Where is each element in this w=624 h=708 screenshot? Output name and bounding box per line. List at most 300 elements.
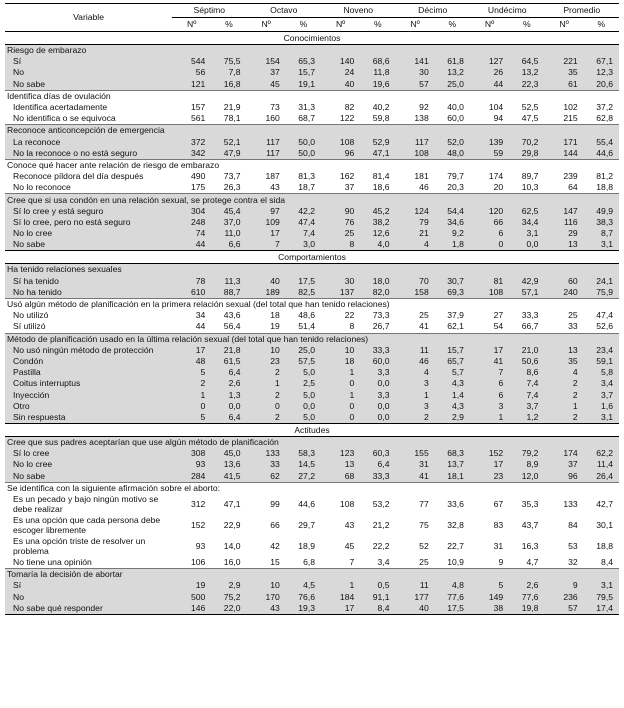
percent-cell: 6,6 bbox=[211, 239, 246, 251]
percent-cell: 37,2 bbox=[596, 102, 613, 113]
percent-cell: 51,4 bbox=[298, 321, 316, 332]
question-label: Identifica días de ovulación bbox=[5, 90, 619, 102]
question-label: Conoce qué hacer ante relación de riesgo de embarazo bbox=[5, 159, 619, 171]
count-subheader: Nº bbox=[172, 18, 211, 32]
question-label: Cree que sus padres aceptarían que use algún método de planificación bbox=[5, 437, 619, 449]
count-cell: 11 bbox=[395, 580, 434, 591]
section-row bbox=[5, 32, 619, 45]
count-cell: 23 bbox=[247, 356, 286, 367]
count-cell: 44 bbox=[470, 79, 509, 91]
count-cell: 1 bbox=[247, 378, 286, 389]
count-cell: 0 bbox=[321, 401, 360, 412]
percent-cell: 6,4 bbox=[211, 367, 246, 378]
count-cell: 181 bbox=[414, 171, 429, 182]
count-cell: 2 bbox=[544, 378, 583, 389]
percent-cell: 7,4 bbox=[286, 228, 321, 239]
percent-cell: 25,0 bbox=[435, 79, 470, 91]
count-cell: 174 bbox=[544, 448, 583, 459]
question-label: Ha tenido relaciones sexuales bbox=[5, 264, 619, 276]
percent-cell: 79,2 bbox=[509, 448, 544, 459]
count-cell: 1 bbox=[544, 401, 583, 412]
count-cell: 0 bbox=[321, 378, 360, 389]
count-cell: 96 bbox=[544, 471, 583, 483]
percent-cell: 47,4 bbox=[286, 217, 321, 228]
count-cell: 9 bbox=[544, 580, 583, 591]
count-cell: 84 bbox=[568, 520, 578, 531]
row-label: No sabe qué responder bbox=[5, 603, 172, 615]
count-cell: 221 bbox=[544, 56, 583, 67]
count-cell: 45 bbox=[247, 79, 286, 91]
count-cell: 2 bbox=[544, 389, 583, 400]
count-cell: 35 bbox=[544, 356, 583, 367]
count-cell: 308 bbox=[172, 448, 211, 459]
count-cell: 53 bbox=[568, 541, 578, 552]
percent-cell: 22,3 bbox=[509, 79, 544, 91]
percent-cell: 0,0 bbox=[211, 401, 246, 412]
percent-cell: 62,8 bbox=[596, 113, 613, 124]
count-cell: 372 bbox=[172, 137, 211, 148]
percent-cell: 22,7 bbox=[447, 541, 464, 552]
count-cell: 41 bbox=[470, 356, 509, 367]
count-cell: 75 bbox=[419, 520, 429, 531]
count-cell: 4 bbox=[544, 367, 583, 378]
percent-cell: 13,7 bbox=[435, 459, 470, 470]
count-cell: 41 bbox=[395, 471, 434, 483]
count-cell: 0 bbox=[470, 239, 509, 251]
count-cell: 140 bbox=[321, 56, 360, 67]
percent-cell: 17,4 bbox=[584, 603, 619, 615]
count-cell: 31 bbox=[493, 541, 504, 552]
variable-header: Variable bbox=[5, 4, 172, 32]
count-cell: 66 bbox=[470, 217, 509, 228]
percent-cell: 76,6 bbox=[286, 592, 321, 603]
percent-cell: 22,2 bbox=[372, 541, 390, 552]
count-cell: 144 bbox=[544, 148, 583, 160]
percent-cell: 59,8 bbox=[372, 113, 390, 124]
count-cell: 32 bbox=[568, 557, 578, 568]
question-label: Se identifica con la siguiente afirmación sobre el aborto: bbox=[5, 482, 619, 494]
percent-cell: 68,3 bbox=[435, 448, 470, 459]
count-cell: 94 bbox=[493, 113, 504, 124]
percent-cell: 12,0 bbox=[509, 471, 544, 483]
question-label: Tomaría la decisión de abortar bbox=[5, 569, 619, 581]
count-cell: 342 bbox=[172, 148, 211, 160]
row-label: Otro bbox=[5, 401, 172, 412]
table-row bbox=[5, 471, 619, 483]
count-cell: 240 bbox=[544, 287, 583, 299]
count-cell: 6 bbox=[470, 378, 509, 389]
row-label: Sí lo cree bbox=[5, 448, 172, 459]
table-row bbox=[5, 310, 619, 321]
count-cell: 10 bbox=[321, 345, 360, 356]
percent-cell: 5,0 bbox=[286, 367, 321, 378]
count-cell: 10 bbox=[247, 345, 286, 356]
percent-cell: 10,3 bbox=[521, 182, 539, 193]
count-cell: 41 bbox=[419, 321, 429, 332]
percent-cell: 57,1 bbox=[509, 287, 544, 299]
count-cell: 104 bbox=[488, 102, 504, 113]
question-row bbox=[5, 125, 619, 137]
percent-cell: 48,0 bbox=[435, 148, 470, 160]
question-row bbox=[5, 482, 619, 494]
percent-cell: 33,3 bbox=[360, 471, 395, 483]
count-cell: 29 bbox=[544, 228, 583, 239]
count-cell: 123 bbox=[321, 448, 360, 459]
percent-cell: 11,3 bbox=[211, 276, 246, 287]
question-label: Cree que si usa condón en una relación sexual, se protege contra el sida bbox=[5, 194, 619, 206]
percent-cell: 35,3 bbox=[521, 499, 539, 510]
table-row bbox=[5, 102, 619, 113]
count-cell: 121 bbox=[172, 79, 211, 91]
table-row bbox=[5, 56, 619, 67]
percent-cell: 42,9 bbox=[509, 276, 544, 287]
count-cell: 7 bbox=[349, 557, 355, 568]
count-cell: 17 bbox=[247, 228, 286, 239]
percent-cell: 1,2 bbox=[509, 412, 544, 424]
percent-cell: 50,6 bbox=[509, 356, 544, 367]
percent-cell: 70,2 bbox=[509, 137, 544, 148]
count-cell: 19 bbox=[172, 580, 211, 591]
percent-cell: 0,0 bbox=[360, 378, 395, 389]
count-cell: 57 bbox=[544, 603, 583, 615]
count-cell: 284 bbox=[172, 471, 211, 483]
count-cell: 544 bbox=[172, 56, 211, 67]
percent-cell: 40,2 bbox=[372, 102, 390, 113]
row-label: Coitus interruptus bbox=[5, 378, 172, 389]
percent-cell: 75,9 bbox=[584, 287, 619, 299]
percent-cell: 3,1 bbox=[584, 580, 619, 591]
percent-cell: 45,4 bbox=[211, 206, 246, 217]
percent-cell: 4,3 bbox=[435, 401, 470, 412]
count-cell: 561 bbox=[190, 113, 206, 124]
count-cell: 7 bbox=[470, 367, 509, 378]
percent-cell: 12,3 bbox=[584, 67, 619, 78]
row-label: La reconoce bbox=[5, 137, 172, 148]
percent-cell: 3,1 bbox=[509, 228, 544, 239]
percent-cell: 78,1 bbox=[223, 113, 241, 124]
percent-cell: 79,5 bbox=[584, 592, 619, 603]
row-label: Sí utilizó bbox=[13, 321, 46, 332]
count-cell: 30 bbox=[395, 67, 434, 78]
percent-cell: 20,3 bbox=[447, 182, 464, 193]
row-label: Sí lo cree y está seguro bbox=[5, 206, 172, 217]
count-cell: 124 bbox=[395, 206, 434, 217]
count-cell: 189 bbox=[247, 287, 286, 299]
percent-cell: 5,8 bbox=[584, 367, 619, 378]
count-cell: 18 bbox=[270, 310, 280, 321]
table-row bbox=[5, 448, 619, 459]
count-cell: 146 bbox=[172, 603, 211, 615]
question-row bbox=[5, 159, 619, 171]
percent-cell: 15,7 bbox=[286, 67, 321, 78]
count-cell: 1 bbox=[172, 389, 211, 400]
percent-cell: 65,7 bbox=[435, 356, 470, 367]
count-cell: 138 bbox=[414, 113, 429, 124]
group-header: Séptimo bbox=[172, 4, 246, 18]
percent-cell: 55,4 bbox=[584, 137, 619, 148]
count-cell: 170 bbox=[247, 592, 286, 603]
percent-cell: 52,0 bbox=[435, 137, 470, 148]
count-cell: 62 bbox=[247, 471, 286, 483]
count-cell: 155 bbox=[395, 448, 434, 459]
count-cell: 70 bbox=[395, 276, 434, 287]
percent-cell: 21,8 bbox=[211, 345, 246, 356]
percent-cell: 54,4 bbox=[435, 206, 470, 217]
group-header: Promedio bbox=[544, 4, 619, 18]
table-row bbox=[5, 206, 619, 217]
table-row bbox=[5, 345, 619, 356]
count-cell: 93 bbox=[195, 541, 206, 552]
percent-cell: 47,1 bbox=[223, 499, 241, 510]
row-label: No utilizó bbox=[13, 310, 49, 321]
table-row bbox=[5, 603, 619, 615]
percent-cell: 3,0 bbox=[286, 239, 321, 251]
table-row bbox=[5, 276, 619, 287]
percent-cell: 13,2 bbox=[509, 67, 544, 78]
percent-cell: 43,7 bbox=[521, 520, 539, 531]
count-cell: 24 bbox=[321, 67, 360, 78]
percent-cell: 65,3 bbox=[286, 56, 321, 67]
section-title: Conocimientos bbox=[5, 32, 619, 45]
percent-cell: 20,6 bbox=[584, 79, 619, 91]
count-cell: 174 bbox=[488, 171, 504, 182]
percent-cell: 64,5 bbox=[509, 56, 544, 67]
count-cell: 81 bbox=[470, 276, 509, 287]
row-label: No bbox=[5, 67, 172, 78]
percent-cell: 47,9 bbox=[211, 148, 246, 160]
survey-table bbox=[5, 3, 619, 615]
percent-cell: 26,7 bbox=[372, 321, 390, 332]
count-cell: 108 bbox=[470, 287, 509, 299]
row-label: No lo reconoce bbox=[13, 182, 71, 193]
percent-cell: 9,2 bbox=[435, 228, 470, 239]
row-label: No usó ningún método de protección bbox=[5, 345, 172, 356]
row-label: Condón bbox=[5, 356, 172, 367]
percent-cell: 18,8 bbox=[596, 541, 613, 552]
percent-cell: 3,1 bbox=[584, 412, 619, 424]
count-cell: 127 bbox=[470, 56, 509, 67]
count-cell: 93 bbox=[172, 459, 211, 470]
row-label: Reconoce píldora del día después bbox=[13, 171, 144, 182]
count-cell: 92 bbox=[419, 102, 429, 113]
count-subheader: Nº bbox=[321, 18, 360, 32]
percent-cell: 0,0 bbox=[286, 401, 321, 412]
count-cell: 312 bbox=[190, 499, 206, 510]
percent-cell: 0,0 bbox=[360, 412, 395, 424]
table-row bbox=[5, 536, 619, 557]
percent-cell: 7,8 bbox=[211, 67, 246, 78]
count-cell: 76 bbox=[321, 217, 360, 228]
percent-cell: 41,5 bbox=[211, 471, 246, 483]
percent-cell: 27,2 bbox=[286, 471, 321, 483]
percent-cell: 18,7 bbox=[298, 182, 316, 193]
percent-cell: 1,8 bbox=[435, 239, 470, 251]
table-row bbox=[5, 401, 619, 412]
question-row bbox=[5, 90, 619, 102]
count-cell: 160 bbox=[265, 113, 280, 124]
row-label: No sabe bbox=[5, 79, 172, 91]
count-cell: 17 bbox=[321, 603, 360, 615]
count-subheader: Nº bbox=[544, 18, 583, 32]
count-cell: 17 bbox=[172, 345, 211, 356]
count-cell: 1 bbox=[321, 389, 360, 400]
count-cell: 9 bbox=[498, 557, 504, 568]
percent-cell: 6,4 bbox=[211, 412, 246, 424]
count-cell: 83 bbox=[493, 520, 504, 531]
count-subheader: Nº bbox=[247, 18, 286, 32]
count-cell: 0 bbox=[321, 412, 360, 424]
table-row bbox=[5, 367, 619, 378]
percent-cell: 60,0 bbox=[360, 356, 395, 367]
percent-cell: 75,2 bbox=[211, 592, 246, 603]
count-cell: 17 bbox=[470, 345, 509, 356]
count-cell: 1 bbox=[321, 367, 360, 378]
count-cell: 78 bbox=[172, 276, 211, 287]
table-row bbox=[5, 287, 619, 299]
count-cell: 120 bbox=[470, 206, 509, 217]
percent-cell: 21,0 bbox=[509, 345, 544, 356]
percent-cell: 79,7 bbox=[447, 171, 464, 182]
count-cell: 20 bbox=[493, 182, 504, 193]
percent-cell: 2,5 bbox=[286, 378, 321, 389]
percent-subheader: % bbox=[211, 18, 246, 32]
percent-cell: 60,0 bbox=[447, 113, 464, 124]
count-cell: 147 bbox=[544, 206, 583, 217]
percent-cell: 30,7 bbox=[435, 276, 470, 287]
count-subheader: Nº bbox=[395, 18, 434, 32]
percent-cell: 15,7 bbox=[435, 345, 470, 356]
percent-cell: 45,2 bbox=[360, 206, 395, 217]
count-cell: 137 bbox=[321, 287, 360, 299]
percent-cell: 22,9 bbox=[223, 520, 241, 531]
percent-cell: 17,5 bbox=[286, 276, 321, 287]
row-label: No identifica o se equivoca bbox=[13, 113, 116, 124]
count-cell: 66 bbox=[270, 520, 280, 531]
question-row bbox=[5, 264, 619, 276]
count-cell: 59 bbox=[470, 148, 509, 160]
count-cell: 162 bbox=[339, 171, 355, 182]
row-label: No bbox=[5, 592, 172, 603]
question-row bbox=[5, 45, 619, 57]
percent-cell: 47,5 bbox=[521, 113, 539, 124]
percent-cell: 67,1 bbox=[584, 56, 619, 67]
count-cell: 149 bbox=[470, 592, 509, 603]
count-cell: 44 bbox=[172, 239, 211, 251]
table-row bbox=[5, 356, 619, 367]
row-label: Sí lo cree, pero no está seguro bbox=[5, 217, 172, 228]
count-cell: 43 bbox=[270, 182, 280, 193]
count-cell: 152 bbox=[470, 448, 509, 459]
count-cell: 99 bbox=[270, 499, 280, 510]
count-cell: 1 bbox=[395, 389, 434, 400]
percent-subheader: % bbox=[360, 18, 395, 32]
count-cell: 8 bbox=[321, 239, 360, 251]
percent-cell: 4,0 bbox=[360, 239, 395, 251]
percent-cell: 13,2 bbox=[435, 67, 470, 78]
count-cell: 0 bbox=[247, 401, 286, 412]
table-row bbox=[5, 228, 619, 239]
percent-cell: 21,9 bbox=[223, 102, 241, 113]
percent-cell: 19,1 bbox=[286, 79, 321, 91]
group-header: Décimo bbox=[395, 4, 469, 18]
percent-cell: 58,3 bbox=[286, 448, 321, 459]
count-cell: 77 bbox=[419, 499, 429, 510]
count-cell: 7 bbox=[247, 239, 286, 251]
percent-cell: 3,3 bbox=[360, 367, 395, 378]
percent-cell: 38,2 bbox=[360, 217, 395, 228]
percent-cell: 52,6 bbox=[596, 321, 613, 332]
percent-subheader: % bbox=[286, 18, 321, 32]
percent-cell: 53,2 bbox=[372, 499, 390, 510]
count-cell: 13 bbox=[544, 239, 583, 251]
percent-cell: 7,4 bbox=[509, 378, 544, 389]
count-cell: 8 bbox=[349, 321, 355, 332]
percent-cell: 88,7 bbox=[211, 287, 246, 299]
count-cell: 15 bbox=[270, 557, 280, 568]
count-cell: 25 bbox=[419, 557, 429, 568]
table-row bbox=[5, 217, 619, 228]
percent-cell: 13,6 bbox=[211, 459, 246, 470]
count-cell: 30 bbox=[321, 276, 360, 287]
percent-cell: 91,1 bbox=[360, 592, 395, 603]
row-label: Pastilla bbox=[5, 367, 172, 378]
percent-cell: 52,5 bbox=[521, 102, 539, 113]
count-cell: 133 bbox=[247, 448, 286, 459]
percent-cell: 3,1 bbox=[584, 239, 619, 251]
table-row bbox=[5, 67, 619, 78]
percent-cell: 33,3 bbox=[521, 310, 539, 321]
percent-cell: 21,2 bbox=[372, 520, 390, 531]
table-row bbox=[5, 494, 619, 515]
table-row bbox=[5, 378, 619, 389]
count-cell: 73 bbox=[270, 102, 280, 113]
count-cell: 5 bbox=[470, 580, 509, 591]
percent-cell: 4,5 bbox=[286, 580, 321, 591]
question-row bbox=[5, 333, 619, 345]
count-cell: 139 bbox=[470, 137, 509, 148]
count-cell: 102 bbox=[563, 102, 578, 113]
percent-cell: 5,0 bbox=[286, 412, 321, 424]
row-label: Sí bbox=[5, 56, 172, 67]
percent-cell: 73,7 bbox=[223, 171, 241, 182]
percent-cell: 66,7 bbox=[521, 321, 539, 332]
percent-cell: 8,4 bbox=[601, 557, 613, 568]
percent-cell: 11,0 bbox=[211, 228, 246, 239]
percent-cell: 34,6 bbox=[435, 217, 470, 228]
count-cell: 79 bbox=[395, 217, 434, 228]
count-cell: 1 bbox=[470, 412, 509, 424]
percent-cell: 81,4 bbox=[372, 171, 390, 182]
question-row bbox=[5, 194, 619, 206]
percent-cell: 75,5 bbox=[211, 56, 246, 67]
count-cell: 108 bbox=[339, 499, 355, 510]
count-cell: 187 bbox=[265, 171, 280, 182]
table-row bbox=[5, 557, 619, 569]
percent-cell: 56,4 bbox=[223, 321, 241, 332]
count-cell: 42 bbox=[270, 541, 280, 552]
percent-subheader: % bbox=[509, 18, 544, 32]
percent-cell: 19,8 bbox=[509, 603, 544, 615]
count-cell: 33 bbox=[568, 321, 578, 332]
row-label: Sí ha tenido bbox=[5, 276, 172, 287]
percent-cell: 30,1 bbox=[596, 520, 613, 531]
percent-cell: 17,5 bbox=[435, 603, 470, 615]
count-cell: 116 bbox=[544, 217, 583, 228]
percent-cell: 2,9 bbox=[435, 412, 470, 424]
count-cell: 0 bbox=[172, 401, 211, 412]
percent-cell: 16,8 bbox=[211, 79, 246, 91]
percent-cell: 24,1 bbox=[584, 276, 619, 287]
